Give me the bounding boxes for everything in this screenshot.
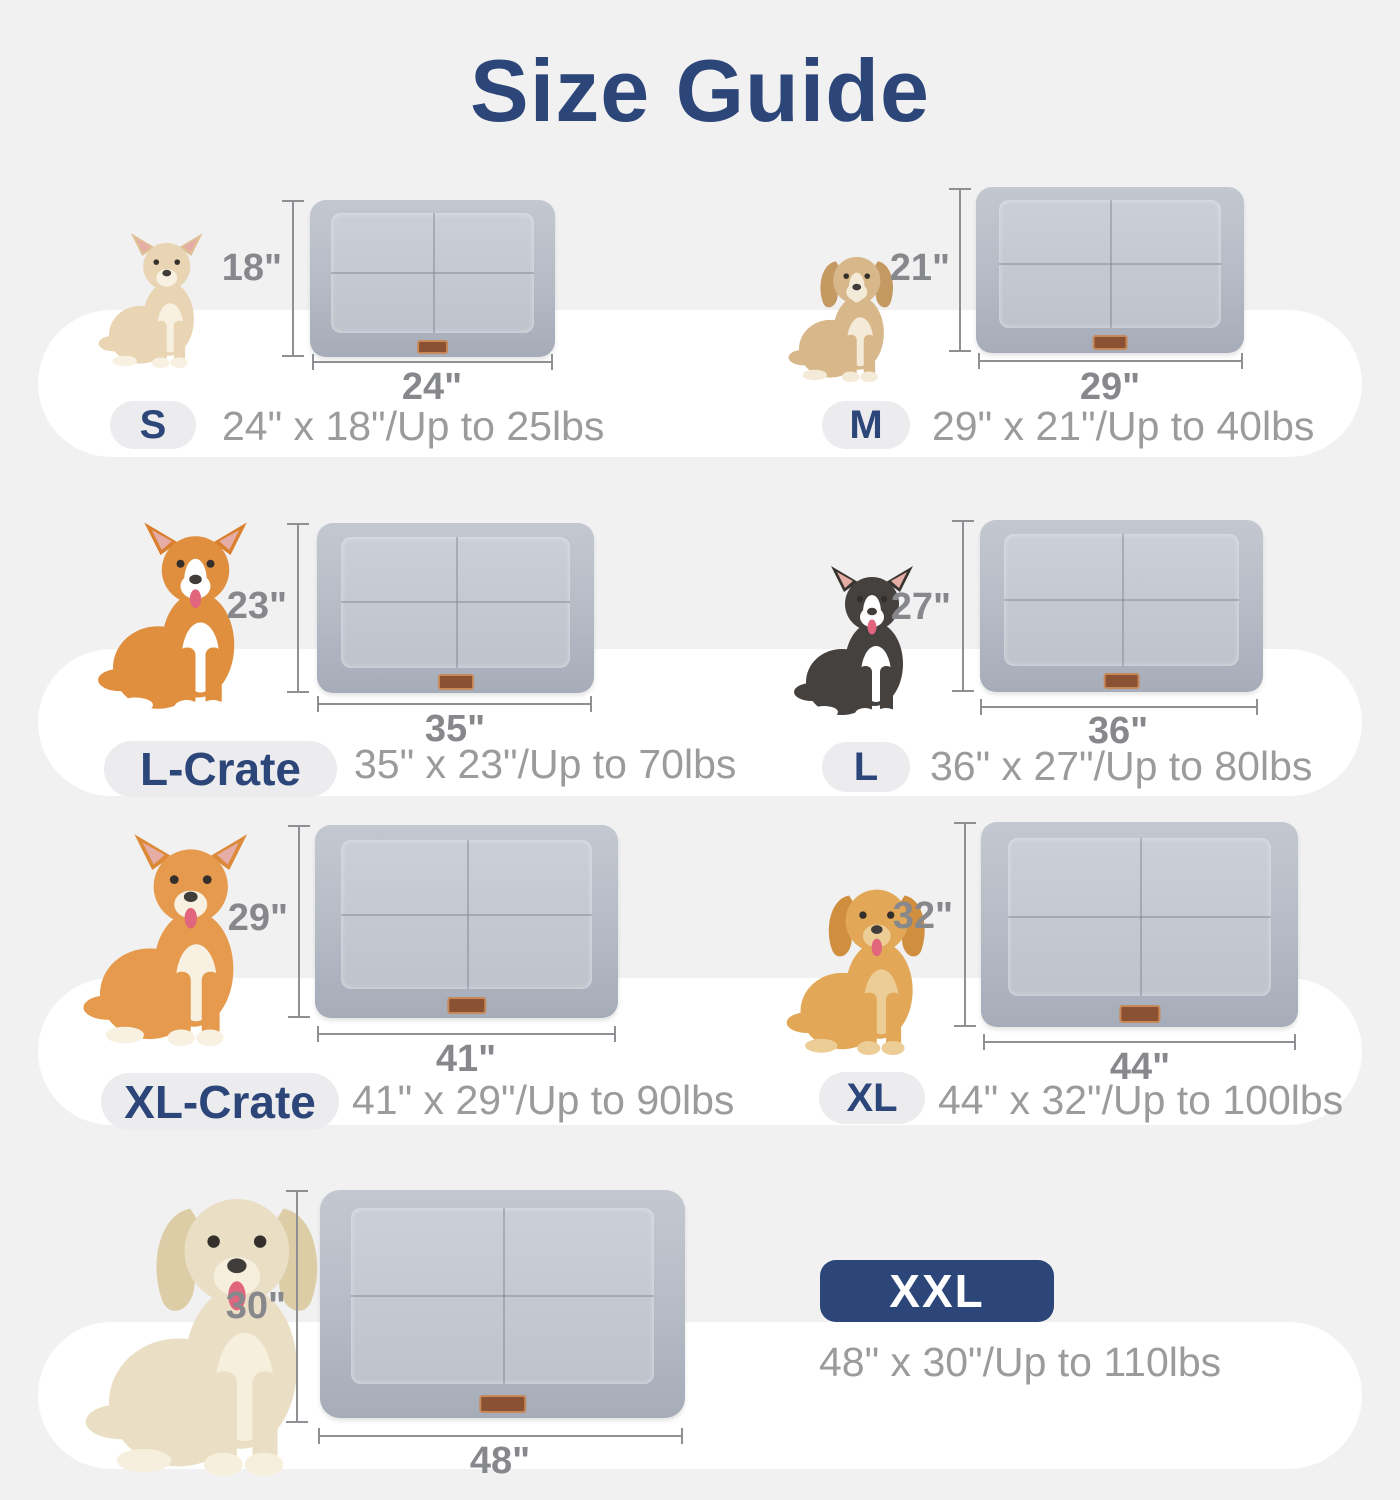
height-dimension-label-xxl: 30" bbox=[225, 1285, 286, 1327]
size-spec-l: 36" x 27"/Up to 80lbs bbox=[930, 743, 1313, 789]
size-spec-s: 24" x 18"/Up to 25lbs bbox=[222, 403, 605, 449]
brand-tag bbox=[447, 997, 486, 1014]
width-dimension-line-l bbox=[980, 706, 1258, 708]
height-dimension-label-xl-crate: 29" bbox=[227, 897, 288, 939]
height-dimension-line-xl bbox=[964, 822, 966, 1027]
brand-tag bbox=[438, 674, 474, 689]
width-dimension-line-m bbox=[978, 360, 1243, 362]
width-dimension-line-xl-crate bbox=[317, 1033, 616, 1035]
width-dimension-label-s: 24" bbox=[401, 366, 463, 408]
mat-illustration-l-crate bbox=[317, 523, 594, 693]
width-dimension-line-s bbox=[312, 361, 553, 363]
height-dimension-line-xl-crate bbox=[298, 825, 300, 1018]
size-code-badge-s: S bbox=[110, 401, 196, 449]
height-dimension-line-l bbox=[962, 520, 964, 692]
size-spec-l-crate: 35" x 23"/Up to 70lbs bbox=[354, 741, 737, 787]
height-dimension-line-xxl bbox=[296, 1190, 298, 1423]
width-dimension-line-xxl bbox=[318, 1435, 683, 1437]
size-code-badge-xl-crate: XL-Crate bbox=[101, 1073, 339, 1130]
size-code-badge-l: L bbox=[822, 742, 910, 792]
width-dimension-label-xl-crate: 41" bbox=[435, 1038, 497, 1080]
mat-illustration-l bbox=[980, 520, 1263, 692]
size-spec-xxl: 48" x 30"/Up to 110lbs bbox=[819, 1339, 1222, 1385]
height-dimension-label-s: 18" bbox=[221, 247, 282, 289]
mat-illustration-s bbox=[310, 200, 555, 357]
mat-illustration-m bbox=[976, 187, 1244, 353]
brand-tag bbox=[1119, 1005, 1160, 1023]
height-dimension-label-xl: 32" bbox=[892, 895, 953, 937]
width-dimension-label-xl: 44" bbox=[1109, 1046, 1171, 1088]
size-code-badge-l-crate: L-Crate bbox=[104, 741, 337, 797]
width-dimension-label-l: 36" bbox=[1087, 710, 1149, 752]
width-dimension-label-xxl: 48" bbox=[469, 1440, 531, 1482]
brand-tag bbox=[479, 1395, 526, 1413]
mat-illustration-xl-crate bbox=[315, 825, 618, 1018]
width-dimension-line-l-crate bbox=[317, 703, 592, 705]
size-code-badge-m: M bbox=[822, 401, 910, 449]
size-spec-m: 29" x 21"/Up to 40lbs bbox=[932, 403, 1315, 449]
height-dimension-label-l-crate: 23" bbox=[226, 585, 287, 627]
width-dimension-label-l-crate: 35" bbox=[424, 708, 486, 750]
size-spec-xl-crate: 41" x 29"/Up to 90lbs bbox=[352, 1077, 735, 1123]
height-dimension-label-l: 27" bbox=[890, 586, 951, 628]
page-title: Size Guide bbox=[470, 41, 930, 140]
height-dimension-label-m: 21" bbox=[889, 247, 950, 289]
mat-illustration-xl bbox=[981, 822, 1298, 1027]
height-dimension-line-l-crate bbox=[297, 523, 299, 693]
size-spec-xl: 44" x 32"/Up to 100lbs bbox=[938, 1077, 1344, 1123]
width-dimension-label-m: 29" bbox=[1079, 366, 1141, 408]
height-dimension-line-s bbox=[292, 200, 294, 357]
height-dimension-line-m bbox=[959, 188, 961, 352]
mat-illustration-xxl bbox=[320, 1190, 685, 1418]
size-code-badge-xxl: XXL bbox=[820, 1260, 1054, 1322]
width-dimension-line-xl bbox=[983, 1041, 1296, 1043]
brand-tag bbox=[1093, 335, 1128, 350]
size-code-badge-xl: XL bbox=[819, 1072, 925, 1124]
brand-tag bbox=[417, 340, 449, 354]
brand-tag bbox=[1103, 673, 1140, 688]
